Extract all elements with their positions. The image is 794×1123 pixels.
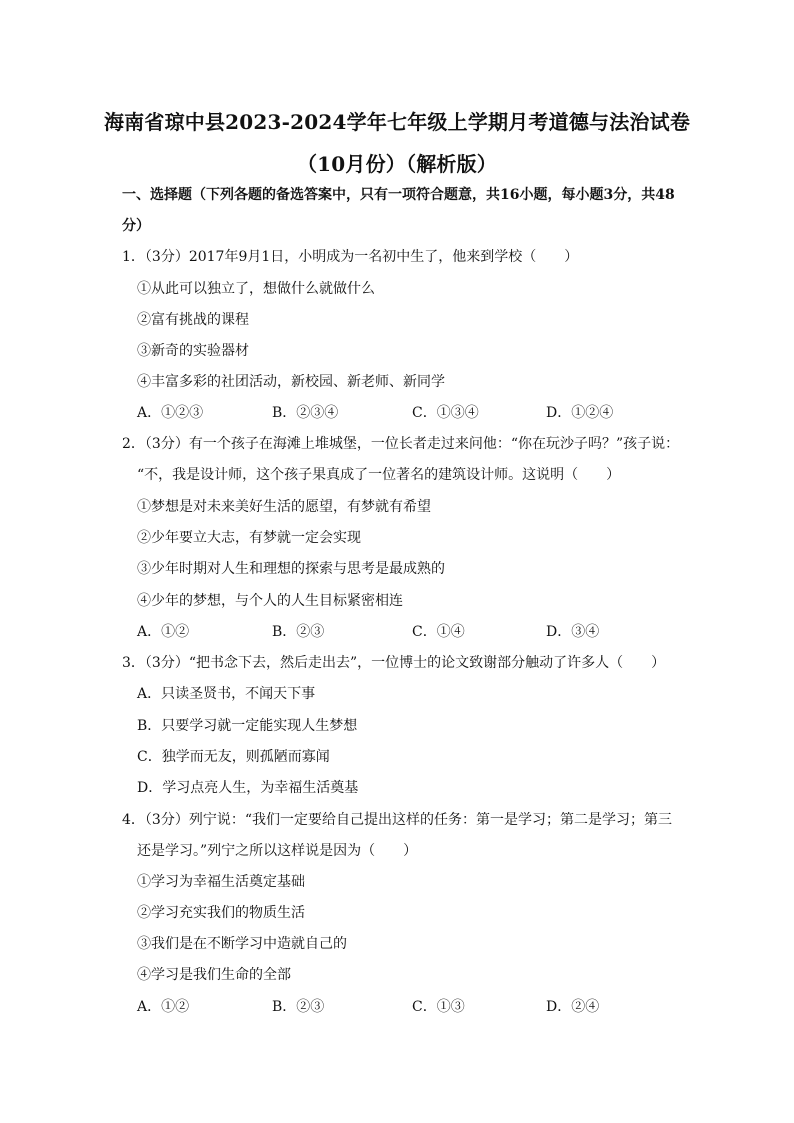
option-d: D．学习点亮人生，为幸福生活奠基 [137, 780, 359, 796]
statement-item: ①学习为幸福生活奠定基础 [137, 874, 305, 890]
option-c: C．①④ [412, 624, 465, 640]
statement-item: ①从此可以独立了，想做什么就做什么 [137, 281, 375, 297]
option-a: A．①②③ [137, 405, 204, 421]
statement-item: ③少年时期对人生和理想的探索与思考是最成熟的 [137, 561, 445, 577]
option-b: B．②③ [272, 624, 325, 640]
option-c: C．①③ [412, 999, 465, 1015]
option-c: C．①③④ [412, 405, 479, 421]
question-stem: 3．（3分）“把书念下去，然后走出去”，一位博士的论文致谢部分触动了许多人（ ） [122, 655, 666, 671]
question-stem-cont: “不，我是设计师，这个孩子果真成了一位著名的建筑设计师。这说明（ ） [137, 467, 621, 483]
question-stem: 4．（3分）列宁说：“我们一定要给自己提出这样的任务：第一是学习；第二是学习；第三 [122, 812, 672, 828]
statement-item: ②少年要立大志，有梦就一定会实现 [137, 530, 361, 546]
option-a: A．只读圣贤书，不闻天下事 [137, 686, 316, 702]
question-stem-cont: 还是学习。”列宁之所以这样说是因为（ ） [137, 843, 418, 859]
statement-item: ①梦想是对未来美好生活的愿望，有梦就有希望 [137, 499, 431, 515]
section-heading: 一、选择题（下列各题的备选答案中，只有一项符合题意，共16小题，每小题3分，共48 [122, 187, 675, 203]
statement-item: ④丰富多彩的社团活动，新校园、新老师、新同学 [137, 374, 445, 390]
option-a: A．①② [137, 999, 190, 1015]
statement-item: ④学习是我们生命的全部 [137, 967, 291, 983]
statement-item: ③新奇的实验器材 [137, 343, 249, 359]
statement-item: ②富有挑战的课程 [137, 312, 249, 328]
document-subtitle: （10月份）（解析版） [296, 152, 498, 176]
document-title: 海南省琼中县2023-2024学年七年级上学期月考道德与法治试卷 [103, 110, 691, 134]
option-d: D．②④ [546, 999, 600, 1015]
option-a: A．①② [137, 624, 190, 640]
statement-item: ②学习充实我们的物质生活 [137, 905, 305, 921]
option-d: D．③④ [546, 624, 600, 640]
section-heading-cont: 分） [122, 218, 150, 234]
question-stem: 2．（3分）有一个孩子在海滩上堆城堡，一位长者走过来问他：“你在玩沙子吗？”孩子说： [122, 436, 680, 452]
question-stem: 1．（3分）2017年9月1日，小明成为一名初中生了，他来到学校（ ） [122, 249, 579, 265]
option-b: B．只要学习就一定能实现人生梦想 [137, 718, 358, 734]
option-d: D．①②④ [546, 405, 614, 421]
option-b: B．②③④ [272, 405, 339, 421]
statement-item: ④少年的梦想，与个人的人生目标紧密相连 [137, 593, 403, 609]
option-c: C．独学而无友，则孤陋而寡闻 [137, 749, 330, 765]
statement-item: ③我们是在不断学习中造就自己的 [137, 936, 347, 952]
option-b: B．②③ [272, 999, 325, 1015]
